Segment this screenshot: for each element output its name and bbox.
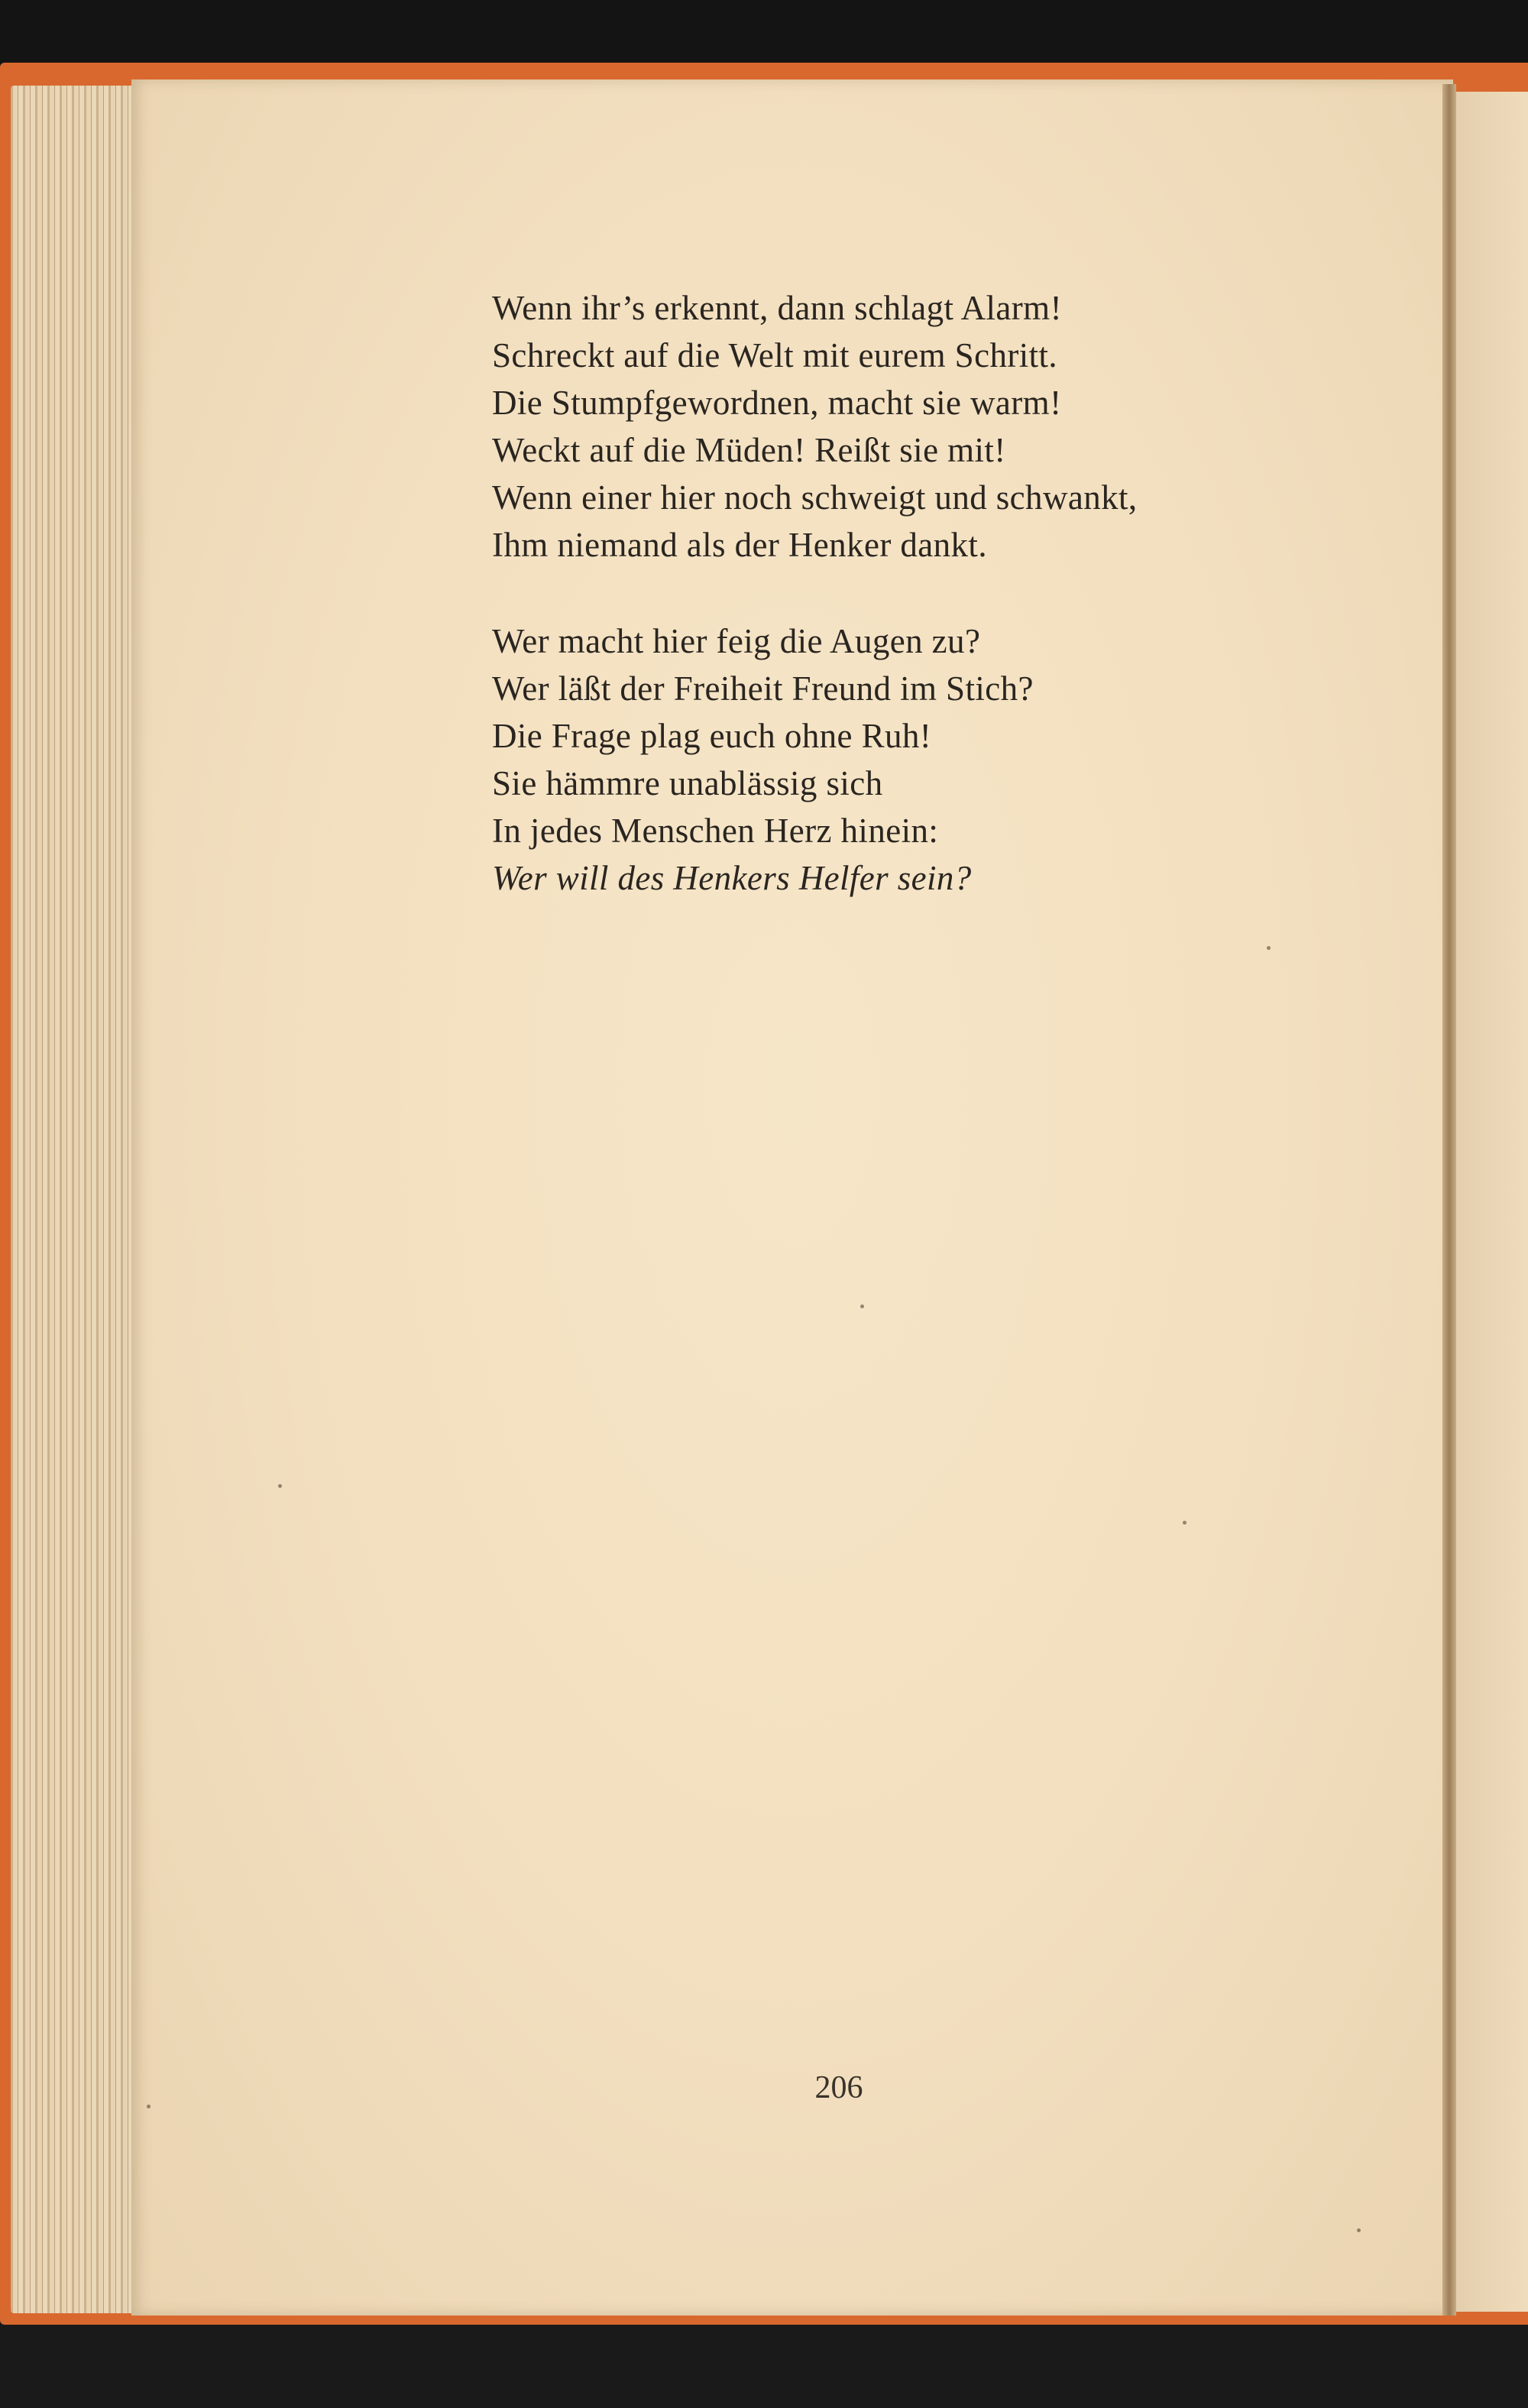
stanza-2 (492, 617, 1409, 902)
paper-speck (1183, 1521, 1186, 1525)
page-number: 206 (814, 2070, 863, 2105)
paper-speck (1357, 2228, 1361, 2232)
facing-page-edge (1456, 92, 1528, 2312)
stanza-1 (492, 284, 1409, 569)
poem-line: Weckt auf die Müden! Reißt sie mit! (492, 431, 1006, 469)
poem-line: Wer macht hier feig die Augen zu? (492, 622, 981, 660)
poem-text (492, 284, 1409, 902)
poem-line: Ihm niemand als der Henker dankt. (492, 526, 987, 564)
paper-speck (278, 1484, 282, 1488)
poem-line: Wenn ihr’s erkennt, dann schlagt Alarm! (492, 289, 1062, 327)
paper-speck (860, 1304, 864, 1308)
scan-background-bottom (0, 2325, 1528, 2408)
poem-line: Schreckt auf die Welt mit eurem Schritt. (492, 336, 1058, 374)
page-edges-stack (11, 86, 141, 2313)
poem-line: Wenn einer hier noch schweigt und schwankt, (492, 478, 1138, 517)
poem-line: Sie hämmre unablässig sich (492, 764, 883, 802)
poem-line: In jedes Menschen Herz hinein: (492, 812, 939, 850)
scan-background-top (0, 0, 1528, 63)
poem-line-italic: Wer will des Henkers Helfer sein? (492, 859, 972, 897)
poem-line: Die Stumpfgewordnen, macht sie warm! (492, 384, 1062, 422)
poem-line: Die Frage plag euch ohne Ruh! (492, 717, 932, 755)
paper-speck (147, 2105, 151, 2108)
book-gutter (1442, 84, 1456, 2316)
poem-line: Wer läßt der Freiheit Freund im Stich? (492, 669, 1034, 708)
paper-speck (1267, 946, 1271, 950)
